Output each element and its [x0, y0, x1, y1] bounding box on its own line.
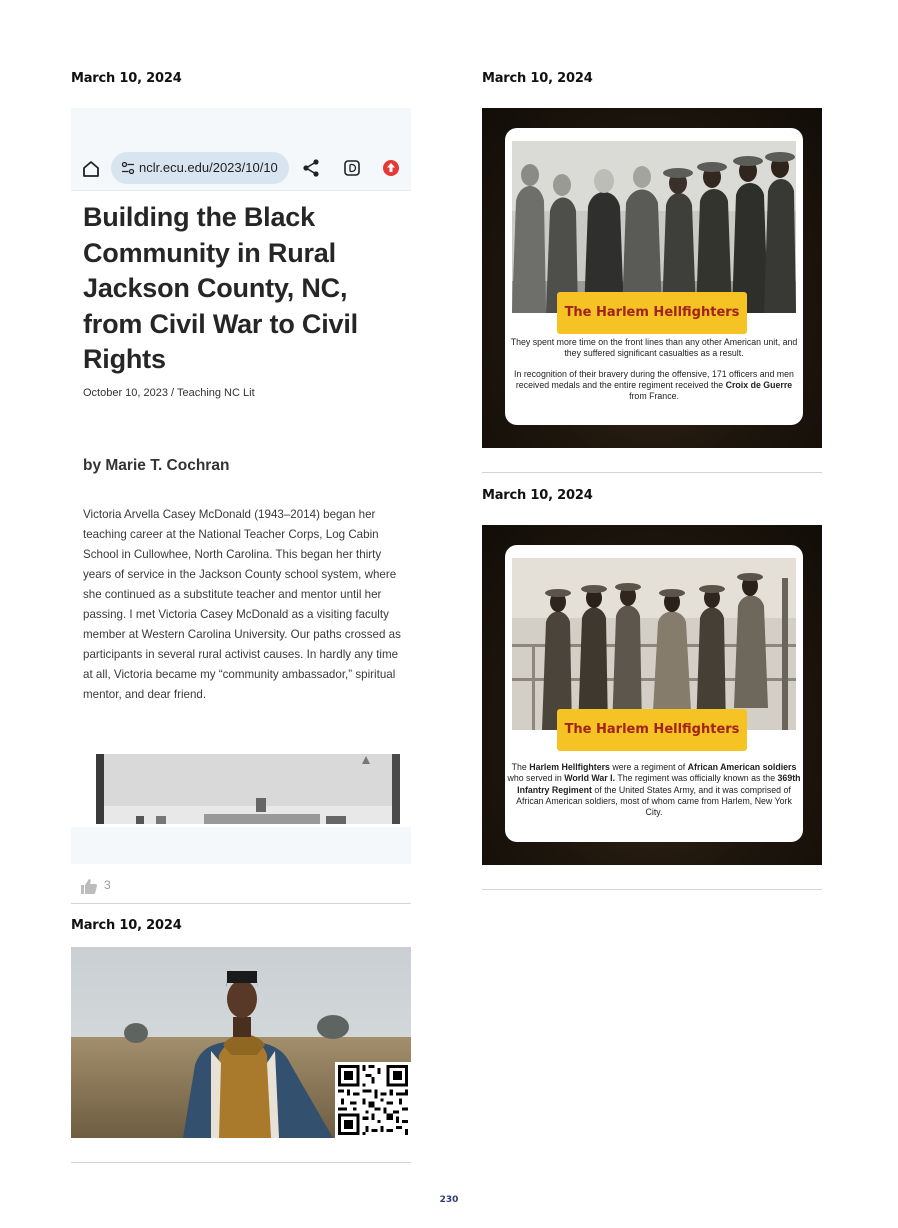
text-segment-bold: 369th Infantry Regiment	[517, 773, 801, 795]
card-banner: The Harlem Hellfighters	[557, 292, 747, 334]
divider	[482, 472, 822, 473]
info-card	[505, 545, 803, 842]
article-page	[71, 191, 411, 827]
post-date: March 10, 2024	[482, 488, 593, 503]
card-banner: The Harlem Hellfighters	[557, 709, 747, 751]
update-icon[interactable]	[382, 159, 400, 177]
divider	[482, 889, 822, 890]
card-paragraph	[507, 762, 801, 818]
divider	[71, 1162, 411, 1163]
post-date: March 10, 2024	[482, 71, 593, 86]
text-segment-bold: Harlem Hellfighters	[529, 762, 610, 772]
card-paragraph	[507, 369, 801, 403]
article-byline: by Marie T. Cochran	[83, 457, 230, 474]
portrait-photo	[71, 947, 411, 1138]
text-segment-bold: African American soldiers	[687, 762, 797, 772]
article-meta: October 10, 2023 / Teaching NC Lit	[83, 387, 255, 399]
home-icon[interactable]	[81, 159, 101, 179]
text-segment: In recognition of their bravery during the offensive, 171 officers and men received medals and the entire regiment received the	[514, 368, 794, 390]
qr-code[interactable]	[335, 1062, 411, 1138]
share-icon[interactable]	[301, 158, 321, 178]
post-date: March 10, 2024	[71, 71, 182, 86]
text-segment: who served in	[507, 773, 565, 784]
harlem-hellfighters-card-2	[482, 525, 822, 865]
post-date: March 10, 2024	[71, 918, 182, 933]
address-bar[interactable]	[111, 152, 289, 184]
article-screenshot	[71, 108, 411, 864]
text-segment: of the United States Army, and it was comprised of African American soldiers, most of whom came from Harlem, New York City.	[516, 784, 792, 818]
url-text: nclr.ecu.edu/2023/10/10	[139, 160, 278, 175]
browser-toolbar	[71, 148, 411, 191]
card-text	[505, 337, 803, 402]
card-text	[505, 762, 803, 818]
like-icon[interactable]	[80, 877, 98, 895]
text-segment-bold: Croix de Guerre	[725, 379, 793, 390]
divider	[71, 903, 411, 904]
text-segment: The regiment was officially known as the	[615, 773, 778, 784]
text-segment-bold: World War I.	[564, 773, 616, 784]
text-segment: from France.	[629, 391, 679, 402]
soldiers-ship-photo	[512, 558, 796, 730]
like-count: 3	[104, 878, 111, 892]
article-body: Victoria Arvella Casey McDonald (1943–2014) began her teaching career at the National Teacher Corps, Log Cabin School in Cullowhee, North Carolina. This began her thirty years of service in the Jackson County school system, where she continued as a substitute teacher and mentor until her passing. I met Victoria Casey McDonald as a visiting faculty member at Western Carolina University. Our paths crossed as participants in several rural activist causes. In hardly any time at all, Victoria became my “community ambassador,” spiritual mentor, and dear friend.	[83, 508, 401, 701]
classroom-photo	[96, 754, 400, 824]
article-title: Building the Black Community in Rural Jackson County, NC, from Civil War to Civil Rights	[83, 202, 358, 374]
page-number: 230	[439, 1195, 459, 1205]
tab-switcher-icon[interactable]	[343, 159, 361, 177]
text-segment: were a regiment of	[609, 762, 688, 772]
text-segment: The	[511, 762, 530, 772]
soldiers-medal-photo	[512, 141, 796, 313]
info-card	[505, 128, 803, 425]
harlem-hellfighters-card-1	[482, 108, 822, 448]
site-settings-icon[interactable]	[121, 161, 135, 175]
card-paragraph: They spent more time on the front lines than any other American unit, and they suffered significant casualties as a result.	[510, 337, 798, 359]
